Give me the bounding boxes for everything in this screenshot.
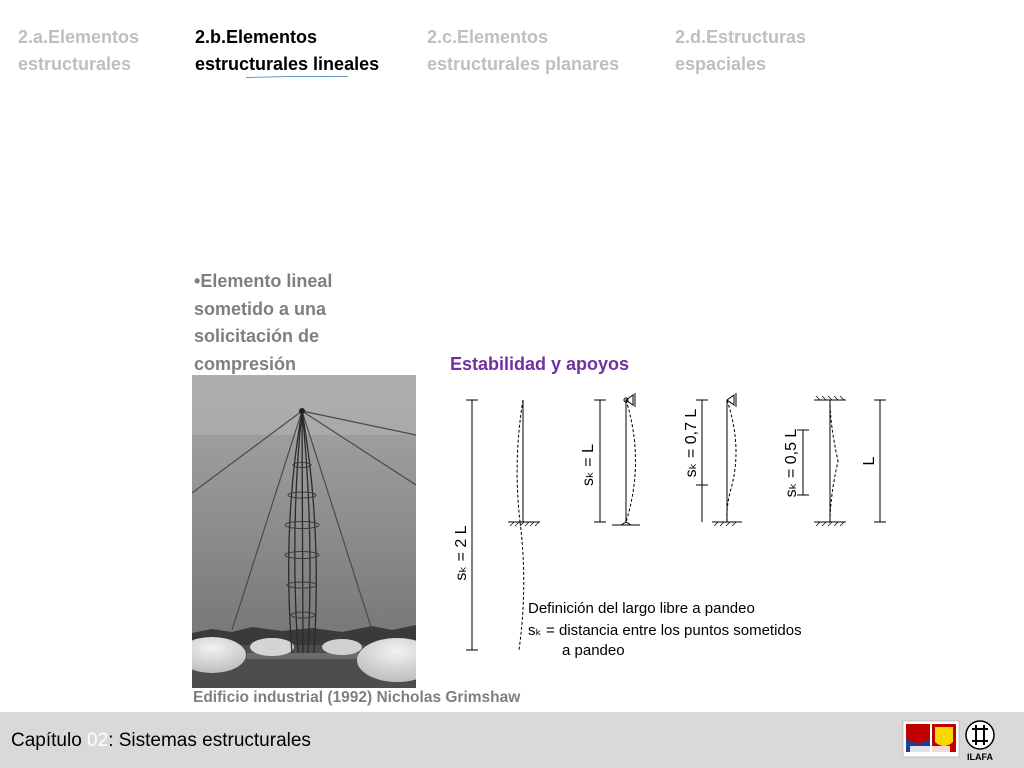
- length-label: L: [861, 456, 878, 466]
- tab-label-line1: 2.c.Elementos: [427, 27, 549, 47]
- active-tab-underline: [194, 76, 400, 78]
- photo-caption: Edificio industrial (1992) Nicholas Grimshaw: [193, 689, 521, 706]
- case-label-2L: sₖ = 2 L: [453, 525, 470, 581]
- case-label-07L: sₖ = 0,7 L: [683, 408, 700, 478]
- tab-label-line1: 2.b.Elementos: [195, 27, 318, 47]
- chapter-title: [11, 730, 311, 752]
- tab-label-line1: 2.a.Elementos: [18, 27, 140, 47]
- chapter-prefix: Capítulo: [11, 730, 88, 751]
- bullet-content: Elemento lineal sometido a una solicitación de compresión: [194, 271, 333, 374]
- definition-line2: sₖ = distancia entre los puntos sometidos: [528, 622, 802, 639]
- tab-label-line2: estructurales planares: [427, 54, 620, 74]
- bullet-text: [194, 268, 404, 378]
- footer-bar: [0, 712, 1024, 768]
- bullet-marker: •: [194, 271, 201, 291]
- tab-label-line2: espaciales: [675, 54, 767, 74]
- case-label-L: sₖ = L: [580, 444, 597, 486]
- tab-elementos-estructurales[interactable]: [18, 24, 139, 78]
- case-label-05L: sₖ = 0,5 L: [783, 428, 800, 498]
- chapter-number: 02: [87, 730, 109, 751]
- university-crest-logo: [903, 721, 959, 757]
- tab-elementos-planares[interactable]: [427, 24, 619, 78]
- building-photo: [192, 375, 416, 688]
- tab-label-line2: estructurales: [18, 54, 132, 74]
- institution-logos: [902, 718, 1000, 762]
- tab-label-line2: estructurales lineales: [195, 54, 380, 74]
- buckling-diagram: [440, 385, 900, 670]
- diagram-title: Estabilidad y apoyos: [450, 354, 630, 374]
- definition-line1: Definición del largo libre a pandeo: [528, 600, 755, 617]
- tab-estructuras-espaciales[interactable]: [675, 24, 806, 78]
- ilafa-logo: [966, 721, 994, 762]
- chapter-suffix: : Sistemas estructurales: [108, 730, 311, 751]
- tab-label-line1: 2.d.Estructuras: [675, 27, 807, 47]
- ilafa-logo-text: ILAFA: [967, 752, 993, 762]
- tab-elementos-lineales[interactable]: [195, 24, 379, 78]
- definition-line3: a pandeo: [562, 642, 625, 659]
